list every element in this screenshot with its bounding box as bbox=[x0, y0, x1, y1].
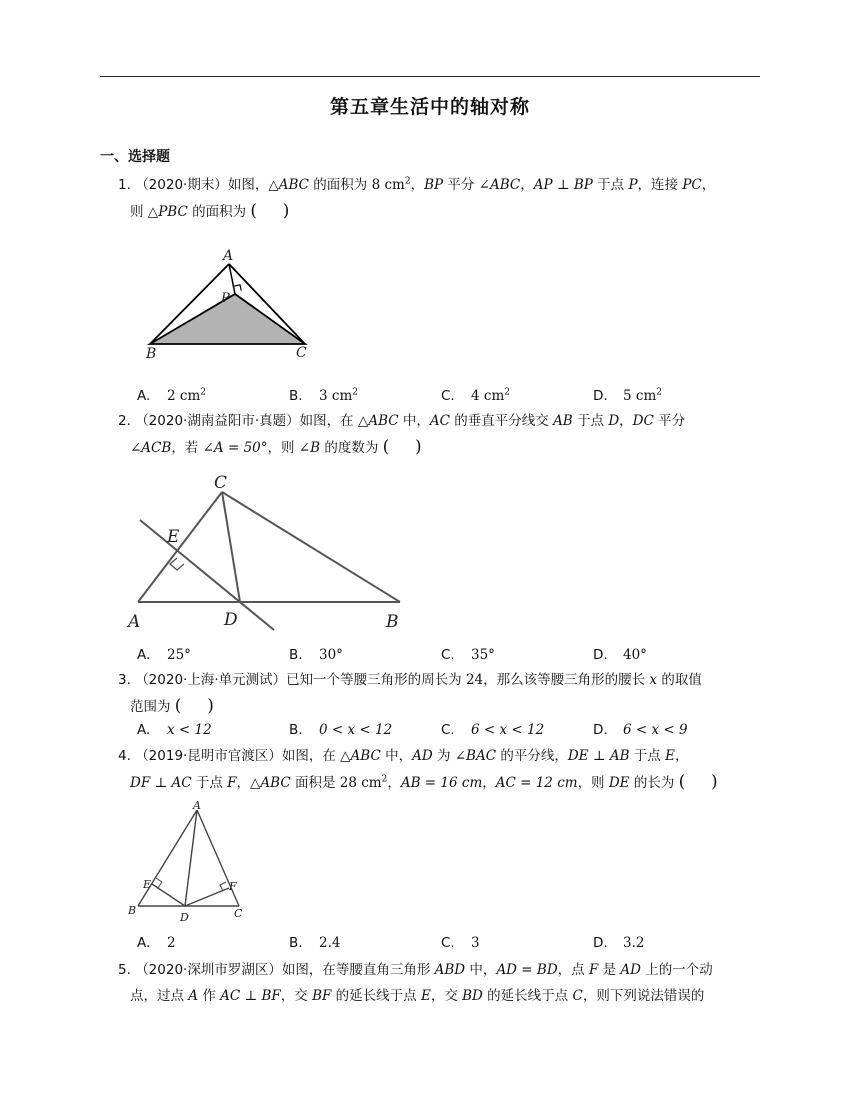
q3-line1: 3. （2020·上海·单元测试）已知一个等腰三角形的周长为 24，那么该等腰三角形的腰长 x 的取值 bbox=[118, 672, 702, 688]
page-title: 第五章生活中的轴对称 bbox=[329, 96, 530, 118]
answer-paren-open: ( bbox=[382, 437, 390, 457]
label-f: F bbox=[229, 880, 237, 893]
q1-option-c[interactable]: C. 4 $cm^2$ bbox=[441, 387, 510, 404]
q2-line1: 2. （2020·湖南益阳市·真题）如图，在 △ABC 中，AC 的垂直平分线交 AB 于点 D，DC 平分 bbox=[118, 413, 686, 429]
q1-option-d[interactable]: D. 5 $cm^2$ bbox=[593, 387, 662, 404]
q4-figure bbox=[124, 800, 254, 922]
q5-line1: 5. （2020·深圳市罗湖区）如图，在等腰直角三角形 ABD 中，AD = BD，点 F 是 AD 上的一个动 bbox=[118, 962, 713, 978]
q5-source: （2020·深圳市罗湖区） bbox=[135, 962, 282, 978]
answer-paren-close: ) bbox=[207, 696, 214, 716]
label-c: C bbox=[296, 345, 307, 361]
q3-option-c[interactable]: C. 6 < x < 12 bbox=[441, 722, 545, 738]
q4-line2: DF ⊥ AC 于点 F，△ABC 面积是 28 $cm^2$，AB = 16 cm，AC = 12 cm，则 DE 的长为 ( ) bbox=[130, 772, 718, 792]
q2-option-d[interactable]: D. 40° bbox=[593, 647, 647, 663]
q2-line2: ∠ACB，若 ∠A = 50°，则 ∠B 的度数为 ( ) bbox=[130, 437, 422, 457]
label-p: P bbox=[221, 291, 230, 306]
label-a: A bbox=[128, 612, 141, 632]
q4-source: （2019·昆明市官渡区） bbox=[135, 748, 282, 764]
label-e: E bbox=[143, 878, 152, 891]
q4-option-c[interactable]: C. 3 bbox=[441, 935, 480, 951]
q4-option-b[interactable]: B. 2.4 bbox=[289, 935, 341, 951]
label-e: E bbox=[167, 527, 180, 547]
q4-option-d[interactable]: D. 3.2 bbox=[593, 935, 645, 951]
answer-paren-open: ( bbox=[174, 696, 182, 716]
q2-number: 2. bbox=[118, 413, 131, 429]
q3-source: （2020·上海·单元测试） bbox=[135, 672, 287, 688]
q1-line2: 则 △PBC 的面积为 ( ) bbox=[130, 201, 290, 221]
q2-option-b[interactable]: B. 30° bbox=[289, 647, 343, 663]
answer-paren-close: ) bbox=[282, 201, 290, 221]
q1-figure bbox=[140, 244, 320, 364]
label-b: B bbox=[146, 346, 157, 362]
q2-figure bbox=[124, 470, 414, 635]
q1-option-b[interactable]: B. 3 $cm^2$ bbox=[289, 387, 358, 404]
q3-number: 3. bbox=[118, 672, 131, 688]
answer-paren-close: ) bbox=[415, 437, 422, 457]
q2-option-a[interactable]: A. 25° bbox=[137, 647, 191, 663]
label-a: A bbox=[223, 248, 234, 264]
q3-option-a[interactable]: A. x < 12 bbox=[137, 722, 212, 738]
top-rule bbox=[100, 76, 760, 77]
section-heading: 一、选择题 bbox=[100, 149, 170, 165]
q5-number: 5. bbox=[118, 962, 131, 978]
q3-option-b[interactable]: B. 0 < x < 12 bbox=[289, 722, 393, 738]
label-c: C bbox=[234, 907, 243, 920]
answer-paren-open: ( bbox=[678, 772, 686, 792]
q4-line1: 4. （2019·昆明市官渡区）如图，在 △ABC 中，AD 为 ∠BAC 的平分线，DE ⊥ AB 于点 E， bbox=[118, 748, 689, 764]
q1-number: 1. bbox=[118, 177, 131, 193]
q4-option-a[interactable]: A. 2 bbox=[137, 935, 176, 951]
answer-paren-open: ( bbox=[250, 201, 258, 221]
q3-line2: 范围为 ( ) bbox=[130, 696, 214, 716]
answer-paren-close: ) bbox=[711, 772, 718, 792]
label-b: B bbox=[386, 612, 399, 632]
label-d: D bbox=[224, 610, 238, 630]
q2-source: （2020·湖南益阳市·真题） bbox=[135, 413, 300, 429]
q3-option-d[interactable]: D. 6 < x < 9 bbox=[593, 722, 688, 738]
label-c: C bbox=[214, 473, 228, 493]
q5-line2: 点，过点 A 作 AC ⊥ BF，交 BF 的延长线于点 E，交 BD 的延长线于点 C，则下列说法错误的 bbox=[130, 988, 705, 1004]
label-d: D bbox=[180, 911, 189, 922]
q1-option-a[interactable]: A. 2 $cm^2$ bbox=[137, 387, 206, 404]
label-b: B bbox=[128, 904, 137, 917]
q1-line1: 1. （2020·期末）如图，△ABC 的面积为 8 $cm^2$，BP 平分 ∠ABC，AP ⊥ BP 于点 P，连接 PC， bbox=[118, 176, 716, 193]
q2-option-c[interactable]: C. 35° bbox=[441, 647, 495, 663]
q1-source: （2020·期末） bbox=[135, 177, 228, 193]
q4-number: 4. bbox=[118, 748, 131, 764]
label-a: A bbox=[193, 800, 201, 812]
